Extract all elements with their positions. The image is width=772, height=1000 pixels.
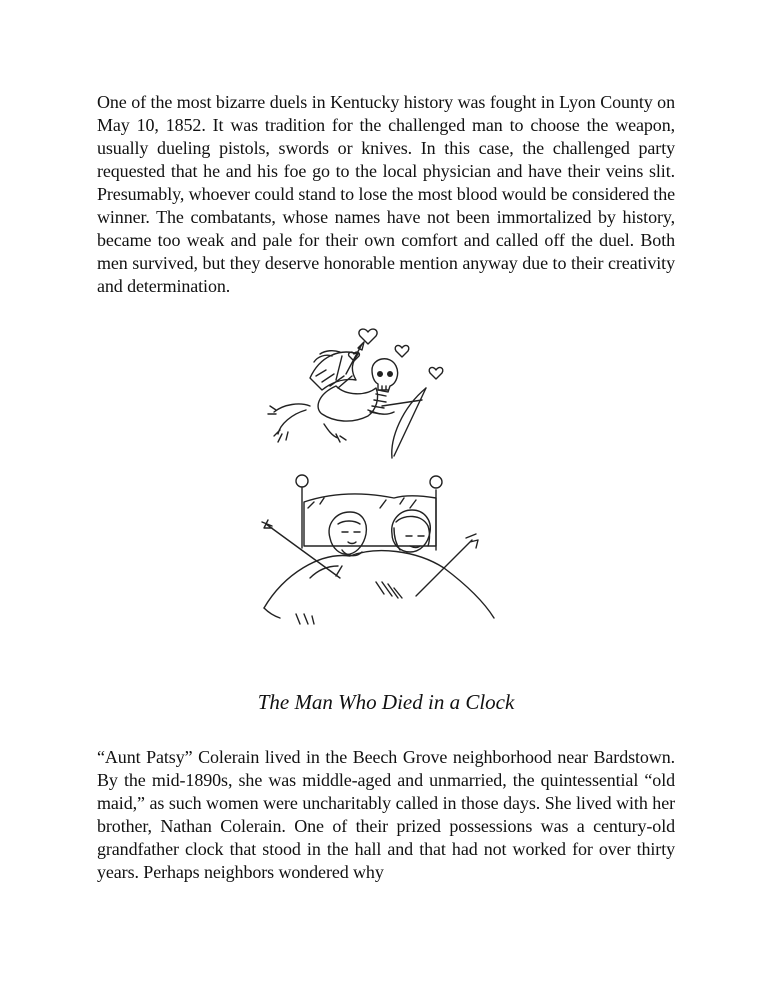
section-heading: The Man Who Died in a Clock	[257, 690, 515, 714]
paragraph-duel-story: One of the most bizarre duels in Kentucky history was fought in Lyon County on May 10, 1852. It was tradition for the challenged man to choose the weapon, usually dueling pistols, swords or knives. In this case, the challenged party requested that he and his foe go to the local physician and have their veins slit. Presumably, whoever could stand to lose the most blood would be considered the winner. The combatants, whose names have not been immortalized by history, became too weak and pale for their own comfort and called off the duel. Both men survived, but they deserve honorable mention anyway due to their creativity and determination.	[97, 92, 675, 296]
heart-icon	[349, 329, 443, 379]
skeleton-cupid-illustration-icon	[250, 318, 510, 638]
paragraph-clock-story: “Aunt Patsy” Colerain lived in the Beech Grove neighborhood near Bardstown. By the mid-1890s, she was middle-aged and unmarried, the quintessential “old maid,” as such women were uncharitably called in those days. She lived with her brother, Nathan Colerain. One of their prized possessions was a century-old grandfather clock that stood in the hall and that had not worked for over thirty years. Perhaps neighbors wondered why	[97, 747, 675, 882]
